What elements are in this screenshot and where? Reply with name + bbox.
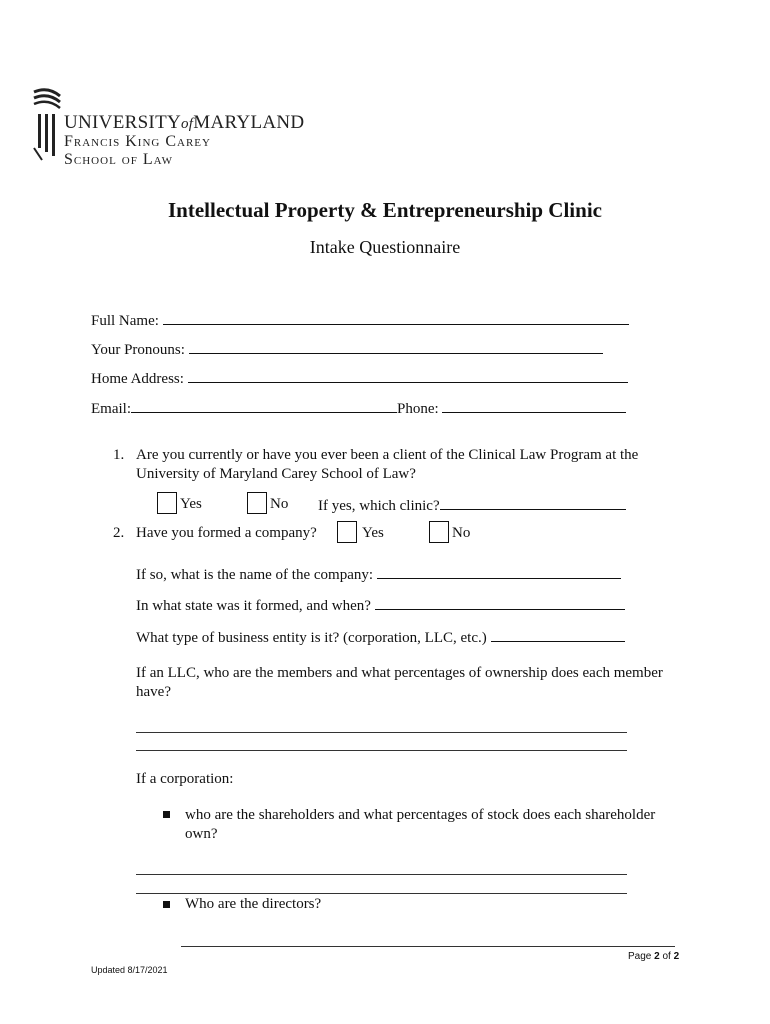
page-total: 2 <box>673 951 680 962</box>
shareholders-answer-line-1[interactable] <box>136 874 627 875</box>
page-current: 2 <box>654 951 660 962</box>
q1-which-clinic-row <box>318 495 626 515</box>
q2-no-label: No <box>452 525 471 541</box>
q2-yes-checkbox[interactable] <box>337 521 357 543</box>
logo-of: of <box>181 116 194 132</box>
company-name-field[interactable] <box>377 564 621 579</box>
email-field[interactable] <box>131 398 397 413</box>
address-label: Home Address: <box>91 371 184 387</box>
llc-question <box>136 664 696 702</box>
email-phone-row <box>91 398 626 418</box>
bullet-icon <box>163 811 170 818</box>
company-name-row <box>136 564 621 584</box>
which-clinic-label: If yes, which clinic? <box>318 498 440 514</box>
q2-yes-label: Yes <box>362 525 384 541</box>
logo-university: UNIVERSITY <box>64 112 181 133</box>
q1-text <box>136 446 696 484</box>
updated-date: Updated 8/17/2021 <box>91 965 168 975</box>
shareholders-question-line1: who are the shareholders and what percentages of stock does each shareholder <box>185 807 656 823</box>
llc-question-line2: have? <box>136 684 171 700</box>
q1-text-line1: Are you currently or have you ever been a client of the Clinical Law Program at the <box>136 447 639 463</box>
q1-yes-checkbox[interactable] <box>157 492 177 514</box>
llc-answer-line-2[interactable] <box>136 750 627 751</box>
page-subtitle: Intake Questionnaire <box>309 237 461 257</box>
page-of: of <box>662 951 671 962</box>
logo-line-school-of-law: School of Law <box>64 151 174 168</box>
dome-columns-icon <box>30 86 66 162</box>
address-field[interactable] <box>188 368 628 383</box>
page-number <box>628 951 679 962</box>
page-title: Intellectual Property & Entrepreneurship Clinic <box>168 198 602 222</box>
bullet-icon <box>163 901 170 908</box>
state-when-row <box>136 595 625 615</box>
q1-no-label: No <box>270 496 289 512</box>
llc-answer-line-1[interactable] <box>136 732 627 733</box>
logo-line-francis-king-carey: Francis King Carey <box>64 133 211 150</box>
shareholders-answer-line-2[interactable] <box>136 893 627 894</box>
entity-type-field[interactable] <box>491 627 625 642</box>
address-row <box>91 368 628 388</box>
shareholders-question <box>185 806 705 844</box>
q2-number: 2. <box>113 525 125 541</box>
q1-yes-label: Yes <box>180 496 202 512</box>
which-clinic-field[interactable] <box>440 495 626 510</box>
entity-type-label: What type of business entity is it? (corporation, LLC, etc.) <box>136 630 487 646</box>
pronouns-label: Your Pronouns: <box>91 342 185 358</box>
q1-text-line2: University of Maryland Carey School of Law? <box>136 466 416 482</box>
phone-label: Phone: <box>397 401 439 417</box>
directors-question: Who are the directors? <box>185 896 322 912</box>
phone-field[interactable] <box>442 398 626 413</box>
company-name-label: If so, what is the name of the company: <box>136 567 374 583</box>
logo-maryland: MARYLAND <box>193 112 305 133</box>
state-when-field[interactable] <box>375 595 625 610</box>
full-name-row <box>91 310 629 330</box>
entity-type-row <box>136 627 625 647</box>
logo-text <box>64 113 304 168</box>
corporation-label: If a corporation: <box>136 771 234 787</box>
q2-no-checkbox[interactable] <box>429 521 449 543</box>
full-name-label: Full Name: <box>91 313 159 329</box>
logo-line-university <box>64 113 304 132</box>
q1-no-checkbox[interactable] <box>247 492 267 514</box>
page-prefix: Page <box>628 951 652 962</box>
email-label: Email: <box>91 401 131 417</box>
directors-answer-line[interactable] <box>181 946 675 947</box>
pronouns-row <box>91 339 603 359</box>
llc-question-line1: If an LLC, who are the members and what percentages of ownership does each member <box>136 665 663 681</box>
q2-text: Have you formed a company? <box>136 525 317 541</box>
pronouns-field[interactable] <box>189 339 603 354</box>
full-name-field[interactable] <box>163 310 629 325</box>
state-when-label: In what state was it formed, and when? <box>136 598 371 614</box>
q1-number: 1. <box>113 447 125 463</box>
shareholders-question-line2: own? <box>185 826 218 842</box>
